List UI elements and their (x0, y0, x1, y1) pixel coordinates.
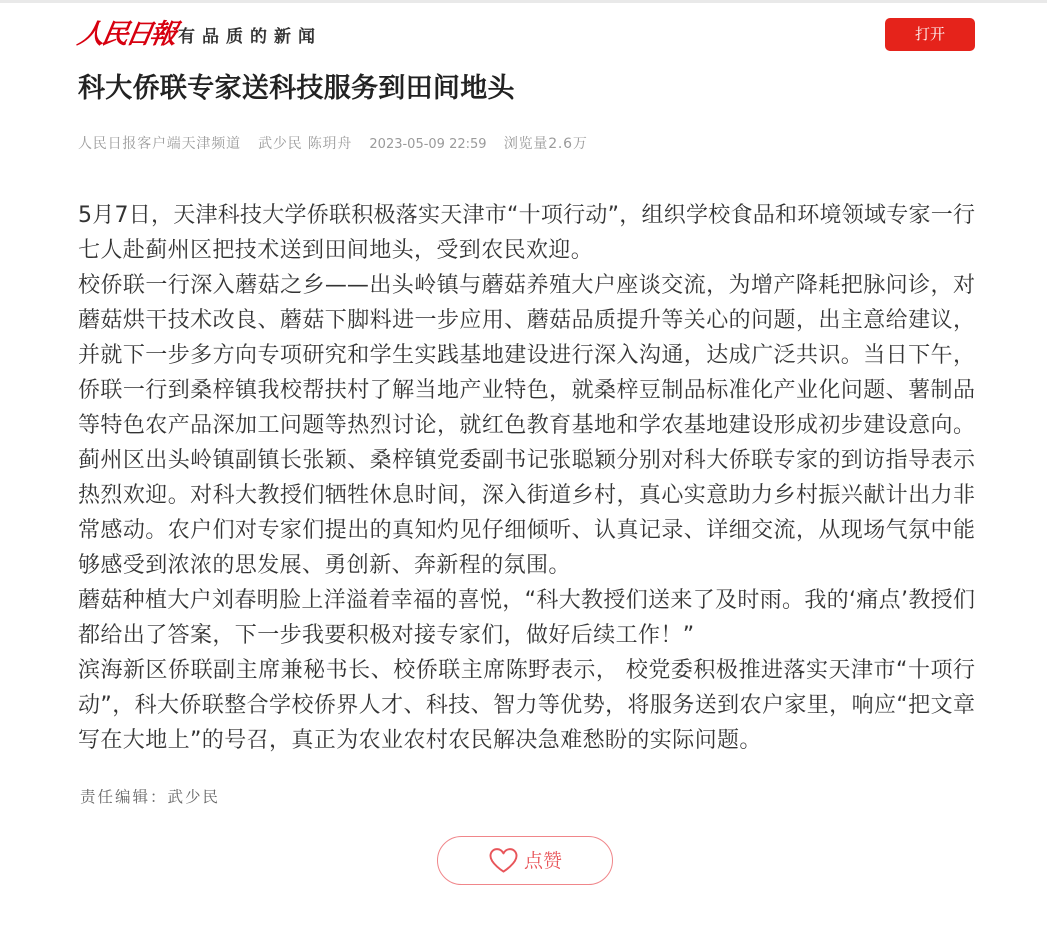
top-divider (0, 0, 1047, 3)
article-line: 动”，科大侨联整合学校侨界人才、科技、智力等优势，将服务送到农户家里，响应“把文章 (78, 693, 975, 718)
article-source: 人民日报客户端天津频道 (78, 136, 241, 152)
article-meta (78, 134, 600, 155)
article-line: 5月7日，天津科技大学侨联积极落实天津市“十项行动”，组织学校食品和环境领域专家一行 (78, 203, 975, 228)
article-line: 校侨联一行深入蘑菇之乡——出头岭镇与蘑菇养殖大户座谈交流，为增产降耗把脉问诊，对 (78, 273, 975, 298)
article-line: 写在大地上”的号召，真正为农业农村农民解决急难愁盼的实际问题。 (78, 728, 762, 753)
article-line: 蓟州区出头岭镇副镇长张颖、桑梓镇党委副书记张聪颖分别对科大侨联专家的到访指导表示 (78, 448, 975, 473)
article-line: 够感受到浓浓的思发展、勇创新、奔新程的氛围。 (78, 553, 571, 578)
article-line: 热烈欢迎。对科大教授们牺牲休息时间，深入街道乡村，真心实意助力乡村振兴献计出力非 (78, 483, 975, 508)
people-daily-logo: 人民日報 (75, 19, 177, 49)
article-line: 都给出了答案，下一步我要积极对接专家们，做好后续工作！” (78, 623, 695, 648)
header-slogan: 有品质的新闻 (178, 27, 322, 47)
like-button[interactable] (437, 836, 613, 885)
article-views: 浏览量2.6万 (503, 136, 588, 152)
article-paragraph (78, 583, 975, 653)
article-datetime: 2023-05-09 22:59 (369, 137, 487, 152)
article-paragraph (78, 198, 975, 268)
article-line: 并就下一步多方向专项研究和学生实践基地建设进行深入沟通，达成广泛共识。当日下午， (78, 343, 975, 368)
article-line: 侨联一行到桑梓镇我校帮扶村了解当地产业特色，就桑梓豆制品标准化产业化问题、薯制品 (78, 378, 975, 403)
article-body (78, 198, 975, 758)
article-line: 蘑菇烘干技术改良、蘑菇下脚料进一步应用、蘑菇品质提升等关心的问题，出主意给建议， (78, 308, 975, 333)
article-line: 常感动。农户们对专家们提出的真知灼见仔细倾听、认真记录、详细交流，从现场气氛中能 (78, 518, 975, 543)
open-app-button[interactable]: 打开 (885, 18, 975, 51)
article-authors: 武少民 陈玥舟 (258, 136, 353, 152)
article-paragraph (78, 443, 975, 583)
article-line: 等特色农产品深加工问题等热烈讨论，就红色教育基地和学农基地建设形成初步建设意向。 (78, 413, 975, 438)
like-label: 点赞 (523, 849, 562, 872)
article-line: 蘑菇种植大户刘春明脸上洋溢着幸福的喜悦，“科大教授们送来了及时雨。我的‘痛点’教授们 (78, 588, 975, 613)
article-line: 七人赴蓟州区把技术送到田间地头，受到农民欢迎。 (78, 238, 594, 263)
article-paragraph (78, 268, 975, 443)
heart-outline-icon (488, 847, 519, 874)
article-line: 滨海新区侨联副主席兼秘书长、校侨联主席陈野表示， 校党委积极推进落实天津市“十项行 (78, 658, 975, 683)
article-paragraph (78, 653, 975, 758)
article-title: 科大侨联专家送科技服务到田间地头 (78, 73, 515, 104)
responsible-editor: 责任编辑：武少民 (80, 788, 221, 806)
